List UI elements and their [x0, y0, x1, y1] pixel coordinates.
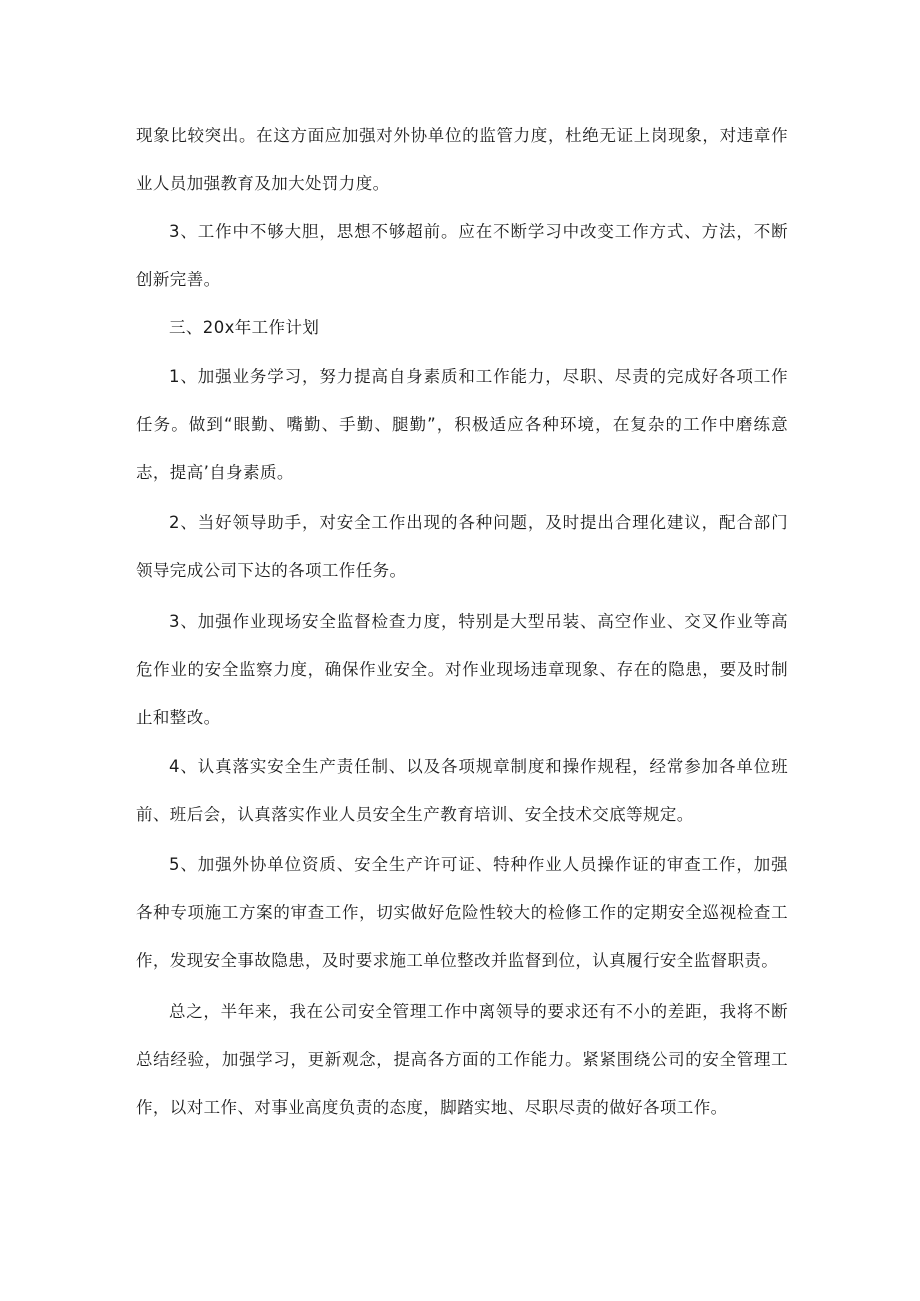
paragraph-plan-item-1: 1、加强业务学习，努力提高自身素质和工作能力，尽职、尽责的完成好各项工作任务。做到“眼勤、嘴勤、手勤、腿勤”，积极适应各种环境，在复杂的工作中磨练意志，提高’自身素质。	[136, 367, 788, 482]
section-heading-work-plan: 三、20x年工作计划	[169, 318, 320, 337]
paragraph-plan-item-3: 3、加强作业现场安全监督检查力度，特别是大型吊装、高空作业、交叉作业等高危作业的安全监察力度，确保作业安全。对作业现场违章现象、存在的隐患，要及时制止和整改。	[136, 612, 788, 727]
paragraph-continuation: 现象比较突出。在这方面应加强对外协单位的监管力度，杜绝无证上岗现象，对违章作业人员加强教育及加大处罚力度。	[136, 126, 788, 193]
paragraph-plan-item-5: 5、加强外协单位资质、安全生产许可证、特种作业人员操作证的审查工作，加强各种专项施工方案的审查工作，切实做好危险性较大的检修工作的定期安全巡视检查工作，发现安全事故隐患，及时要求施工单位整改并监督到位，认真履行安全监督职责。	[136, 855, 788, 970]
paragraph-item-3-issue: 3、工作中不够大胆，思想不够超前。应在不断学习中改变工作方式、方法，不断创新完善。	[136, 222, 788, 289]
paragraph-conclusion: 总之，半年来，我在公司安全管理工作中离领导的要求还有不小的差距，我将不断总结经验，加强学习，更新观念，提高各方面的工作能力。紧紧围绕公司的安全管理工作，以对工作、对事业高度负责的态度，脚踏实地、尽职尽责的做好各项工作。	[136, 1002, 788, 1117]
paragraph-plan-item-4: 4、认真落实安全生产责任制、以及各项规章制度和操作规程，经常参加各单位班前、班后会，认真落实作业人员安全生产教育培训、安全技术交底等规定。	[136, 757, 788, 824]
paragraph-plan-item-2: 2、当好领导助手，对安全工作出现的各种问题，及时提出合理化建议，配合部门领导完成公司下达的各项工作任务。	[136, 513, 788, 580]
